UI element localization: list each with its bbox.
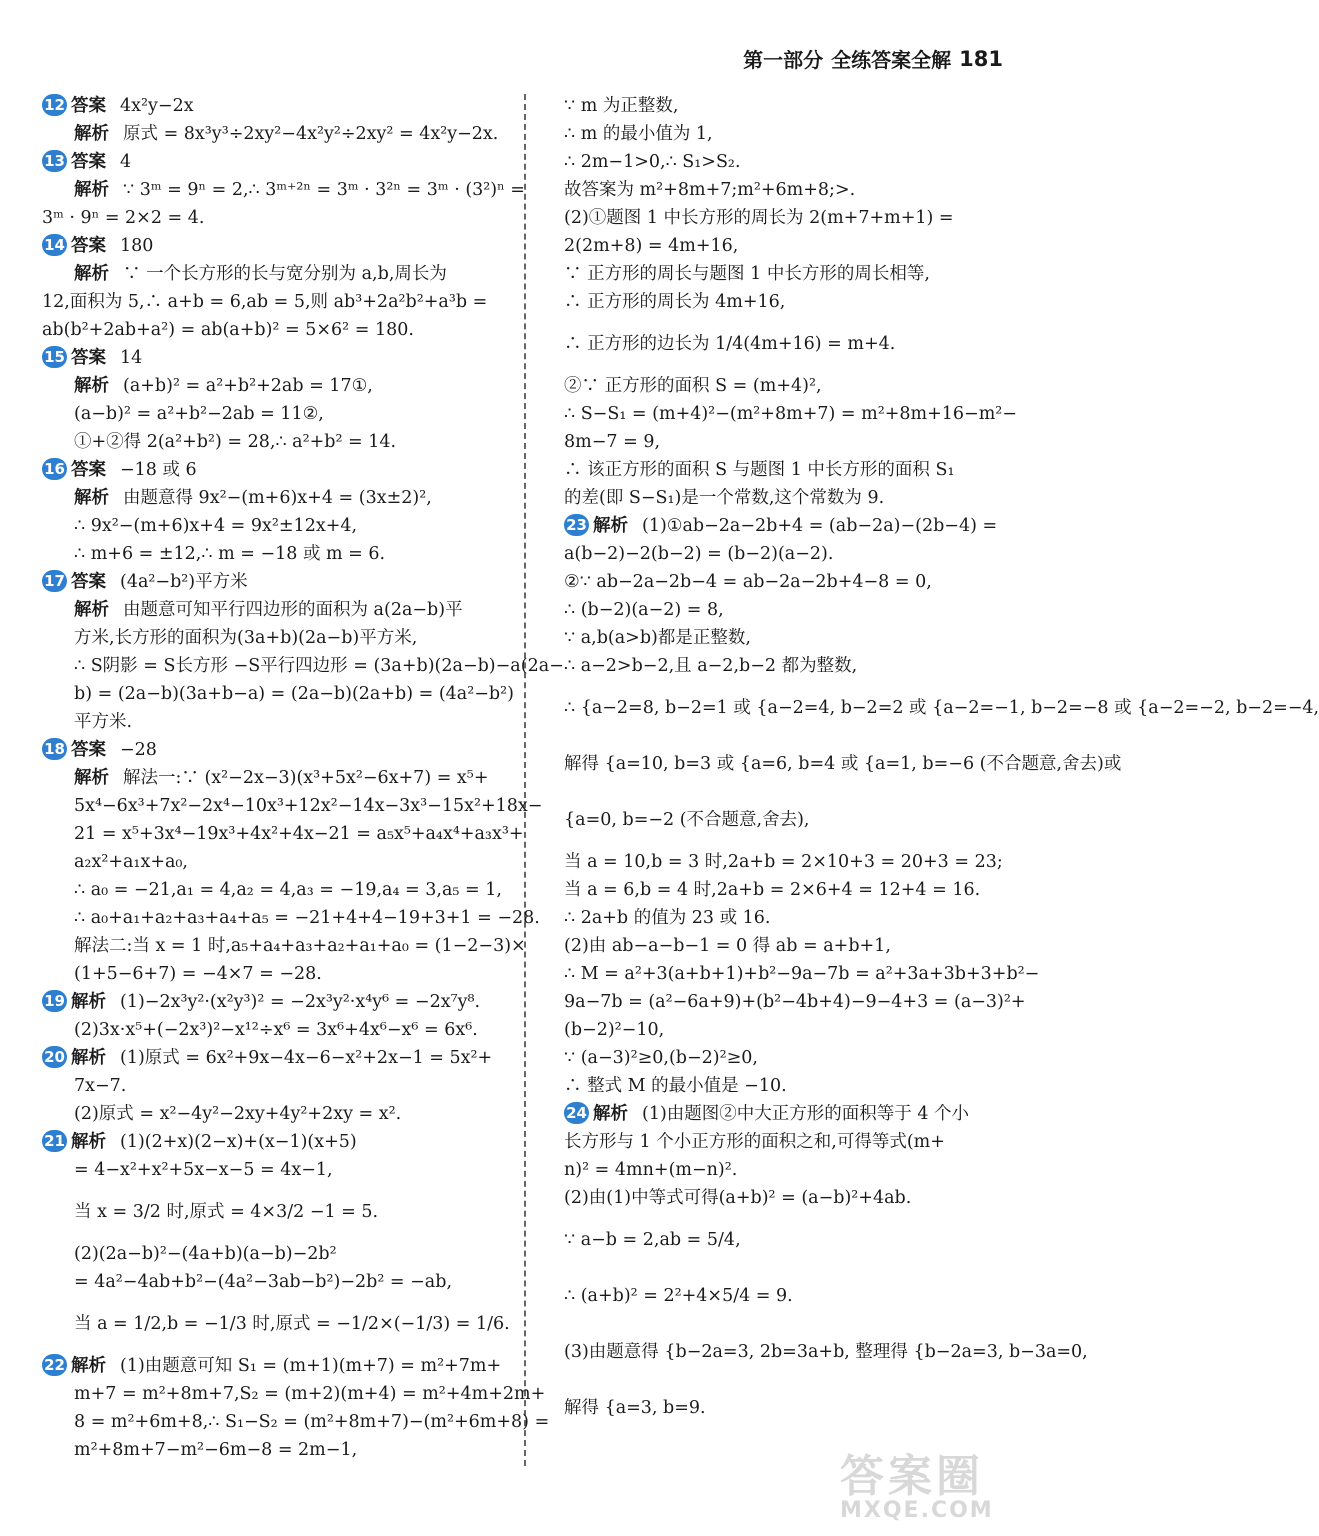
solution-line xyxy=(564,316,1016,372)
solution-line xyxy=(564,372,1016,400)
solution-line xyxy=(42,848,512,876)
analysis-label: 解析 xyxy=(74,264,109,284)
line-text: ∴ a₀ = −21,a₁ = 4,a₂ = 4,a₃ = −19,a₄ = 3,a₅ = 1, xyxy=(74,880,502,900)
solution-line xyxy=(564,148,1016,176)
solution-line xyxy=(42,792,543,820)
analysis-label: 解析 xyxy=(74,768,109,788)
line-text: ∴ m+6 = ±12,∴ m = −18 或 m = 6. xyxy=(74,544,386,564)
solution-line xyxy=(42,512,512,540)
solution-line xyxy=(42,372,512,400)
line-text: (2)①题图 1 中长方形的周长为 2(m+7+m+1) = xyxy=(564,208,954,228)
line-text: ∵ m 为正整数, xyxy=(564,96,679,116)
solution-line xyxy=(42,680,512,708)
line-text: 故答案为 m²+8m+7;m²+6m+8;>. xyxy=(564,180,856,200)
line-text: −18 或 6 xyxy=(120,460,197,480)
line-text: (b−2)²−10, xyxy=(564,1020,665,1040)
answer-label: 答案 xyxy=(71,740,106,760)
solution-line xyxy=(564,260,1016,288)
problem-number-badge: 19 xyxy=(42,990,67,1012)
line-text: (4a²−b²)平方米 xyxy=(120,572,248,592)
line-text: ∴ S−S₁ = (m+4)²−(m²+8m+7) = m²+8m+16−m²− xyxy=(564,404,1017,424)
line-text: (2)3x·x⁵+(−2x³)²−x¹²÷x⁶ = 3x⁶+4x⁶−x⁶ = 6x⁶. xyxy=(74,1020,478,1040)
line-text: (a+b)² = a²+b²+2ab = 17①, xyxy=(123,376,373,396)
line-text: −28 xyxy=(120,740,157,760)
analysis-label: 解析 xyxy=(74,124,109,144)
solution-line xyxy=(564,1156,1016,1184)
solution-line xyxy=(564,1044,1016,1072)
problem-number-badge: 23 xyxy=(564,514,589,536)
solution-line xyxy=(42,428,512,456)
solution-line xyxy=(564,92,1016,120)
problem-24-line xyxy=(564,1100,1016,1128)
solution-line xyxy=(564,120,1016,148)
line-text: 当 a = 1/2,b = −1/3 时,原式 = −1/2×(−1/3) = 1/6. xyxy=(74,1314,510,1334)
line-text: (1+5−6+7) = −4×7 = −28. xyxy=(74,964,322,984)
line-text: 解法二:当 x = 1 时,a₅+a₄+a₃+a₂+a₁+a₀ = (1−2−3)× xyxy=(74,936,526,956)
solution-line xyxy=(564,204,1016,232)
line-text: 方米,长方形的面积为(3a+b)(2a−b)平方米, xyxy=(74,628,418,648)
problem-18-line xyxy=(42,736,512,764)
line-text: ∴ (b−2)(a−2) = 8, xyxy=(564,600,724,620)
line-text: {a=0, b=−2 (不合题意,舍去), xyxy=(564,810,810,830)
solution-line xyxy=(42,1436,512,1464)
analysis-label: 解析 xyxy=(71,1356,106,1376)
solution-line xyxy=(42,204,512,232)
column-divider xyxy=(524,94,526,1466)
line-text: ∵ 一个长方形的长与宽分别为 a,b,周长为 xyxy=(123,264,447,284)
analysis-label: 解析 xyxy=(593,1104,628,1124)
solution-line xyxy=(42,316,512,344)
solution-line xyxy=(564,932,1016,960)
problem-14-line xyxy=(42,232,512,260)
problem-15-line xyxy=(42,344,512,372)
solution-line xyxy=(42,652,564,680)
line-text: ∴ M = a²+3(a+b+1)+b²−9a−7b = a²+3a+3b+3+b²− xyxy=(564,964,1040,984)
line-text: (1)−2x³y²·(x²y³)² = −2x³y²·x⁴y⁶ = −2x⁷y⁸. xyxy=(120,992,481,1012)
solution-line xyxy=(42,1100,512,1128)
solution-line xyxy=(564,736,1122,792)
line-text: ∴ m 的最小值为 1, xyxy=(564,124,713,144)
line-text: 12,面积为 5,∴ a+b = 6,ab = 5,则 ab³+2a²b²+a³b = xyxy=(42,292,488,312)
line-text: ∵ 3ᵐ = 9ⁿ = 2,∴ 3ᵐ⁺²ⁿ = 3ᵐ · 3²ⁿ = 3ᵐ · (3²)ⁿ = xyxy=(123,180,525,200)
solution-line xyxy=(42,540,512,568)
answer-label: 答案 xyxy=(71,236,106,256)
answer-label: 答案 xyxy=(71,96,106,116)
solution-line xyxy=(564,1212,1016,1268)
solution-line xyxy=(564,540,1016,568)
solution-line xyxy=(564,680,1319,736)
solution-line xyxy=(564,456,1016,484)
solution-line xyxy=(42,624,512,652)
problem-number-badge: 17 xyxy=(42,570,67,592)
line-text: ∴ 9x²−(m+6)x+4 = 9x²±12x+4, xyxy=(74,516,358,536)
solution-line xyxy=(564,232,1016,260)
line-text: 解法一:∵ (x²−2x−3)(x³+5x²−6x+7) = x⁵+ xyxy=(123,768,489,788)
line-text: 长方形与 1 个小正方形的面积之和,可得等式(m+ xyxy=(564,1132,945,1152)
solution-line xyxy=(564,848,1016,876)
answer-label: 答案 xyxy=(71,152,106,172)
line-text: ②∵ ab−2a−2b−4 = ab−2a−2b+4−8 = 0, xyxy=(564,572,932,592)
line-text: n)² = 4mn+(m−n)². xyxy=(564,1160,738,1180)
line-text: ∴ 该正方形的面积 S 与题图 1 中长方形的面积 S₁ xyxy=(564,460,955,480)
line-text: 21 = x⁵+3x⁴−19x³+4x²+4x−21 = a₅x⁵+a₄x⁴+a₃x³+ xyxy=(74,824,524,844)
analysis-label: 解析 xyxy=(74,600,109,620)
solution-line xyxy=(564,1016,1016,1044)
line-text: 当 x = 3/2 时,原式 = 4×3/2 −1 = 5. xyxy=(74,1202,379,1222)
line-text: 由题意得 9x²−(m+6)x+4 = (3x±2)², xyxy=(123,488,432,508)
problem-number-badge: 15 xyxy=(42,346,67,368)
line-text: (2)由 ab−a−b−1 = 0 得 ab = a+b+1, xyxy=(564,936,891,956)
page-number: 181 xyxy=(959,46,1003,71)
problem-number-badge: 12 xyxy=(42,94,67,116)
line-text: (2)(2a−b)²−(4a+b)(a−b)−2b² xyxy=(74,1244,337,1264)
line-text: (a−b)² = a²+b²−2ab = 11②, xyxy=(74,404,324,424)
analysis-label: 解析 xyxy=(71,992,106,1012)
line-text: (1)(2+x)(2−x)+(x−1)(x+5) xyxy=(120,1132,357,1152)
solution-line xyxy=(42,708,512,736)
problem-23-line xyxy=(564,512,1016,540)
solution-line xyxy=(564,652,1016,680)
line-text: ∵ a,b(a>b)都是正整数, xyxy=(564,628,751,648)
solution-line xyxy=(42,120,512,148)
solution-line xyxy=(42,1380,546,1408)
solution-line xyxy=(564,400,1016,428)
solution-line xyxy=(564,792,1016,848)
solution-line xyxy=(42,596,512,624)
line-text: ∴ (a+b)² = 2²+4×5/4 = 9. xyxy=(564,1286,793,1306)
solution-line xyxy=(42,1268,512,1296)
analysis-label: 解析 xyxy=(71,1048,106,1068)
line-text: ∵ a−b = 2,ab = 5/4, xyxy=(564,1230,741,1250)
answer-label: 答案 xyxy=(71,572,106,592)
line-text: 180 xyxy=(120,236,154,256)
line-text: ∴ 正方形的周长为 4m+16, xyxy=(564,292,786,312)
solution-line xyxy=(42,904,540,932)
solution-line xyxy=(564,960,1040,988)
line-text: a₂x²+a₁x+a₀, xyxy=(74,852,188,872)
left-column xyxy=(42,92,564,1464)
problem-number-badge: 20 xyxy=(42,1046,67,1068)
line-text: ②∵ 正方形的面积 S = (m+4)², xyxy=(564,376,822,396)
line-text: m²+8m+7−m²−6m−8 = 2m−1, xyxy=(74,1440,358,1460)
line-text: 原式 = 8x³y³÷2xy²−4x²y²÷2xy² = 4x²y−2x. xyxy=(123,124,499,144)
line-text: = 4a²−4ab+b²−(4a²−3ab−b²)−2b² = −ab, xyxy=(74,1272,453,1292)
solution-line xyxy=(42,876,512,904)
line-text: (2)原式 = x²−4y²−2xy+4y²+2xy = x². xyxy=(74,1104,402,1124)
problem-number-badge: 21 xyxy=(42,1130,67,1152)
solution-line xyxy=(564,288,1016,316)
problem-number-badge: 16 xyxy=(42,458,67,480)
line-text: 的差(即 S−S₁)是一个常数,这个常数为 9. xyxy=(564,488,885,508)
watermark-logo xyxy=(840,1440,1030,1530)
line-text: ∴ S阴影 = S长方形 −S平行四边形 = (3a+b)(2a−b)−a(2a− xyxy=(74,656,564,676)
analysis-label: 解析 xyxy=(71,1132,106,1152)
solution-line xyxy=(564,904,1016,932)
watermark-text: 答案圈 xyxy=(840,1451,984,1502)
line-text: 4x²y−2x xyxy=(120,96,194,116)
answer-label: 答案 xyxy=(71,460,106,480)
problem-12-line xyxy=(42,92,512,120)
problem-16-line xyxy=(42,456,512,484)
line-text: ∴ 整式 M 的最小值是 −10. xyxy=(564,1076,787,1096)
line-text: 5x⁴−6x³+7x²−2x⁴−10x³+12x²−14x−3x³−15x²+18x− xyxy=(74,796,543,816)
solution-line xyxy=(564,1072,1016,1100)
line-text: ∴ 2m−1>0,∴ S₁>S₂. xyxy=(564,152,741,172)
line-text: 7x−7. xyxy=(74,1076,127,1096)
solution-line xyxy=(564,624,1016,652)
solution-line xyxy=(42,1184,512,1240)
line-text: ∴ 2a+b 的值为 23 或 16. xyxy=(564,908,771,928)
solution-line xyxy=(564,1268,1016,1324)
section-label: 第一部分 xyxy=(743,48,824,72)
right-column xyxy=(564,92,1319,1436)
problem-number-badge: 22 xyxy=(42,1354,67,1376)
line-text: 14 xyxy=(120,348,143,368)
solution-line xyxy=(42,960,512,988)
line-text: 9a−7b = (a²−6a+9)+(b²−4b+4)−9−4+3 = (a−3)²+ xyxy=(564,992,1026,1012)
analysis-label: 解析 xyxy=(593,516,628,536)
solution-line xyxy=(564,1380,1016,1436)
solution-line xyxy=(42,1156,512,1184)
line-text: ∴ a−2>b−2,且 a−2,b−2 都为整数, xyxy=(564,656,858,676)
solution-line xyxy=(564,1184,1016,1212)
solution-line xyxy=(564,988,1026,1016)
problem-17-line xyxy=(42,568,512,596)
problem-21-line xyxy=(42,1128,512,1156)
solution-line xyxy=(564,176,1016,204)
line-text: m+7 = m²+8m+7,S₂ = (m+2)(m+4) = m²+4m+2m+ xyxy=(74,1384,546,1404)
line-text: 当 a = 10,b = 3 时,2a+b = 2×10+3 = 20+3 = 23; xyxy=(564,852,1003,872)
problem-number-badge: 13 xyxy=(42,150,67,172)
solution-line xyxy=(42,820,524,848)
line-text: ①+②得 2(a²+b²) = 28,∴ a²+b² = 14. xyxy=(74,432,397,452)
solution-line xyxy=(564,568,1016,596)
solution-line xyxy=(564,1324,1088,1380)
line-text: 当 a = 6,b = 4 时,2a+b = 2×6+4 = 12+4 = 16. xyxy=(564,880,981,900)
header-title: 全练答案全解 xyxy=(831,48,952,72)
solution-line xyxy=(564,876,1016,904)
solution-line xyxy=(42,1016,512,1044)
solution-line xyxy=(42,260,512,288)
solution-line xyxy=(42,176,525,204)
watermark-url: MXQE.COM xyxy=(840,1498,994,1523)
solution-line xyxy=(42,1240,512,1268)
line-text: ∴ 正方形的边长为 1/4(4m+16) = m+4. xyxy=(564,334,896,354)
line-text: ∴ a₀+a₁+a₂+a₃+a₄+a₅ = −21+4+4−19+3+1 = −28. xyxy=(74,908,540,928)
problem-number-badge: 24 xyxy=(564,1102,589,1124)
line-text: ∵ (a−3)²≥0,(b−2)²≥0, xyxy=(564,1048,758,1068)
page-header xyxy=(743,44,1003,73)
line-text: (1)由题意可知 S₁ = (m+1)(m+7) = m²+7m+ xyxy=(120,1356,502,1376)
solution-line xyxy=(564,428,1016,456)
line-text: = 4−x²+x²+5x−x−5 = 4x−1, xyxy=(74,1160,333,1180)
solution-line xyxy=(42,932,526,960)
line-text: a(b−2)−2(b−2) = (b−2)(a−2). xyxy=(564,544,834,564)
analysis-label: 解析 xyxy=(74,488,109,508)
line-text: (3)由题意得 {b−2a=3, 2b=3a+b, 整理得 {b−2a=3, b−3a=0, xyxy=(564,1342,1088,1362)
line-text: 3ᵐ · 9ⁿ = 2×2 = 4. xyxy=(42,208,205,228)
problem-19-line xyxy=(42,988,512,1016)
line-text: (1)原式 = 6x²+9x−4x−6−x²+2x−1 = 5x²+ xyxy=(120,1048,493,1068)
solution-line xyxy=(42,1296,512,1352)
line-text: ∵ 正方形的周长与题图 1 中长方形的周长相等, xyxy=(564,264,930,284)
problem-20-line xyxy=(42,1044,512,1072)
solution-line xyxy=(564,596,1016,624)
solution-line xyxy=(564,1128,1016,1156)
solution-line xyxy=(42,484,512,512)
solution-line xyxy=(42,400,512,428)
solution-line xyxy=(42,288,512,316)
solution-line xyxy=(564,484,1016,512)
analysis-label: 解析 xyxy=(74,180,109,200)
line-text: 解得 {a=10, b=3 或 {a=6, b=4 或 {a=1, b=−6 (不合题意,舍去)或 xyxy=(564,754,1122,774)
line-text: 4 xyxy=(120,152,132,172)
problem-13-line xyxy=(42,148,512,176)
solution-line xyxy=(42,1408,550,1436)
line-text: (1)①ab−2a−2b+4 = (ab−2a)−(2b−4) = xyxy=(642,516,998,536)
answer-label: 答案 xyxy=(71,348,106,368)
line-text: ab(b²+2ab+a²) = ab(a+b)² = 5×6² = 180. xyxy=(42,320,414,340)
line-text: 2(2m+8) = 4m+16, xyxy=(564,236,739,256)
problem-22-line xyxy=(42,1352,512,1380)
line-text: 8m−7 = 9, xyxy=(564,432,661,452)
line-text: 解得 {a=3, b=9. xyxy=(564,1398,706,1418)
solution-line xyxy=(42,764,512,792)
line-text: 平方米. xyxy=(74,712,133,732)
line-text: b) = (2a−b)(3a+b−a) = (2a−b)(2a+b) = (4a²−b²) xyxy=(74,684,514,704)
line-text: (2)由(1)中等式可得(a+b)² = (a−b)²+4ab. xyxy=(564,1188,912,1208)
line-text: 8 = m²+6m+8,∴ S₁−S₂ = (m²+8m+7)−(m²+6m+8) = xyxy=(74,1412,550,1432)
problem-number-badge: 14 xyxy=(42,234,67,256)
solution-line xyxy=(42,1072,512,1100)
line-text: (1)由题图②中大正方形的面积等于 4 个小 xyxy=(642,1104,970,1124)
analysis-label: 解析 xyxy=(74,376,109,396)
line-text: 由题意可知平行四边形的面积为 a(2a−b)平 xyxy=(123,600,463,620)
line-text: ∴ {a−2=8, b−2=1 或 {a−2=4, b−2=2 或 {a−2=−1, b−2=−8 或 {a−2=−2, b−2=−4, xyxy=(564,698,1319,718)
problem-number-badge: 18 xyxy=(42,738,67,760)
